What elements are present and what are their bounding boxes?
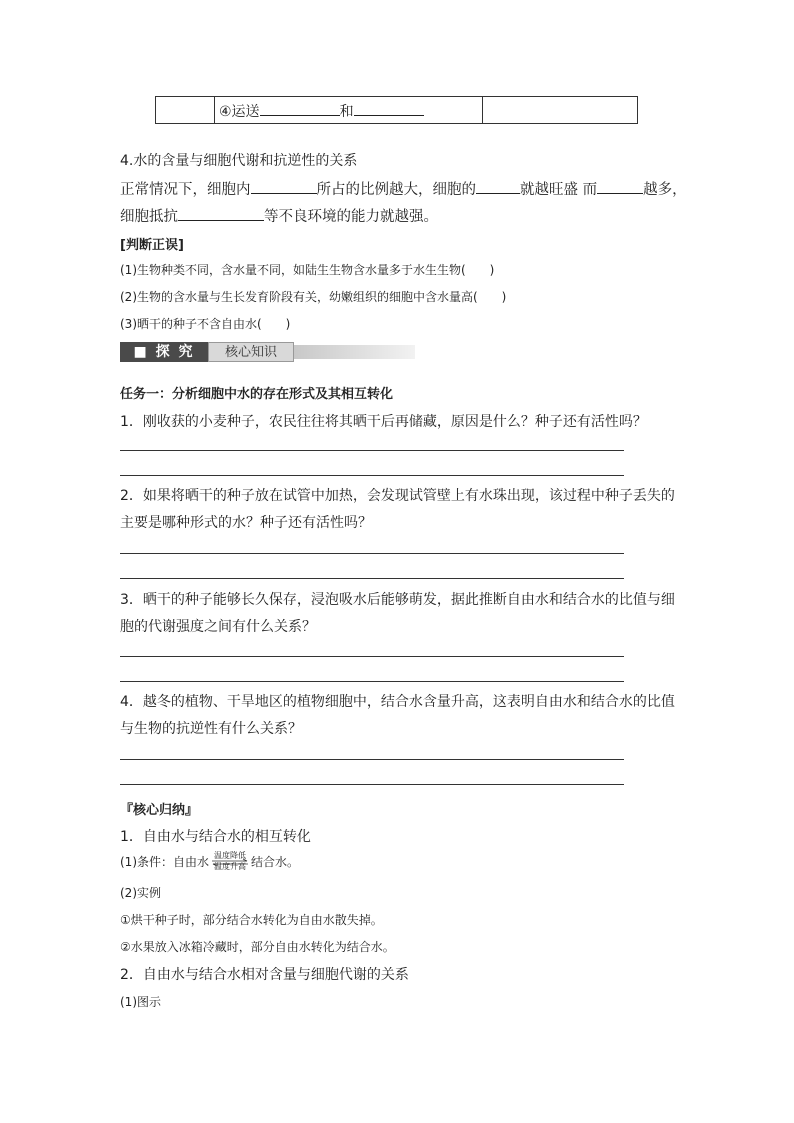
answer-line[interactable] [120, 681, 624, 682]
question-4-line-1: 4．越冬的植物、干旱地区的植物细胞中，结合水含量升高，这表明自由水和结合水的比值 [120, 694, 675, 710]
task-title: 任务一：分析细胞中水的存在形式及其相互转化 [120, 387, 394, 402]
banner-fade-bar [294, 345, 415, 359]
summary-example-1: ①烘干种子时，部分结合水转化为自由水散失掉。 [120, 913, 383, 927]
question-3-line-2: 胞的代谢强度之间有什么关系？ [120, 619, 316, 635]
answer-line[interactable] [120, 578, 624, 579]
fill-blank[interactable] [178, 206, 264, 221]
banner-core-knowledge-label: 核心知识 [208, 342, 294, 362]
question-3-line-1: 3．晒干的种子能够长久保存，浸泡吸水后能够萌发，据此推断自由水和结合水的比值与细 [120, 592, 675, 608]
judge-item-1: (1)生物种类不同，含水量不同，如陆生生物含水量多于水生生物( ) [120, 263, 495, 277]
summary-condition: (1)条件：自由水 温度降低 温度升高 结合水。 [120, 850, 300, 871]
answer-line[interactable] [120, 475, 624, 476]
judge-item-3: (3)晒干的种子不含自由水( ) [120, 317, 291, 331]
judge-item-2: (2)生物的含水量与生长发育阶段有关，幼嫩组织的细胞中含水量高( ) [120, 290, 507, 304]
section-banner [120, 342, 415, 362]
fill-blank[interactable] [251, 179, 317, 194]
question-2-line-2: 主要是哪种形式的水？种子还有活性吗？ [120, 515, 372, 531]
answer-line[interactable] [120, 553, 624, 554]
answer-line[interactable] [120, 656, 624, 657]
table-cell-content [214, 97, 483, 123]
fill-blank[interactable] [597, 179, 643, 194]
fill-blank[interactable] [476, 179, 520, 194]
table-fragment [155, 96, 638, 124]
banner-explore-label: ■ 探 究 [120, 342, 208, 362]
fill-blank[interactable] [260, 101, 340, 116]
question-4-line-2: 与生物的抗逆性有什么关系？ [120, 721, 302, 737]
answer-line[interactable] [120, 784, 624, 785]
table-cell-text: ④运送 和 [219, 101, 424, 121]
summary-heading-2: 2．自由水与结合水相对含量与细胞代谢的关系 [120, 967, 409, 983]
summary-title: 『核心归纳』 [120, 803, 199, 818]
summary-example-2: ②水果放入冰箱冷藏时，部分自由水转化为结合水。 [120, 940, 395, 954]
judge-title: [判断正误] [120, 238, 184, 253]
reversible-arrow: 温度降低 温度升高 [210, 854, 250, 872]
summary-example-title: (2)实例 [120, 886, 161, 900]
question-1: 1．刚收获的小麦种子，农民往往将其晒干后再储藏，原因是什么？种子还有活性吗？ [120, 414, 647, 430]
answer-line[interactable] [120, 450, 624, 451]
summary-figure-label: (1)图示 [120, 995, 161, 1009]
section-line-1: 正常情况下，细胞内 所占的比例越大，细胞的 就越旺盛 而 越多， [120, 178, 687, 199]
fill-blank[interactable] [354, 101, 424, 116]
section-title: 4.水的含量与细胞代谢和抗逆性的关系 [120, 153, 358, 169]
answer-line[interactable] [120, 759, 624, 760]
section-line-2: 细胞抵抗 等不良环境的能力就越强。 [120, 205, 438, 226]
table-cell-empty-left [156, 97, 215, 123]
summary-heading-1: 1．自由水与结合水的相互转化 [120, 829, 311, 845]
question-2-line-1: 2．如果将晒干的种子放在试管中加热，会发现试管壁上有水珠出现，该过程中种子丢失的 [120, 488, 675, 504]
